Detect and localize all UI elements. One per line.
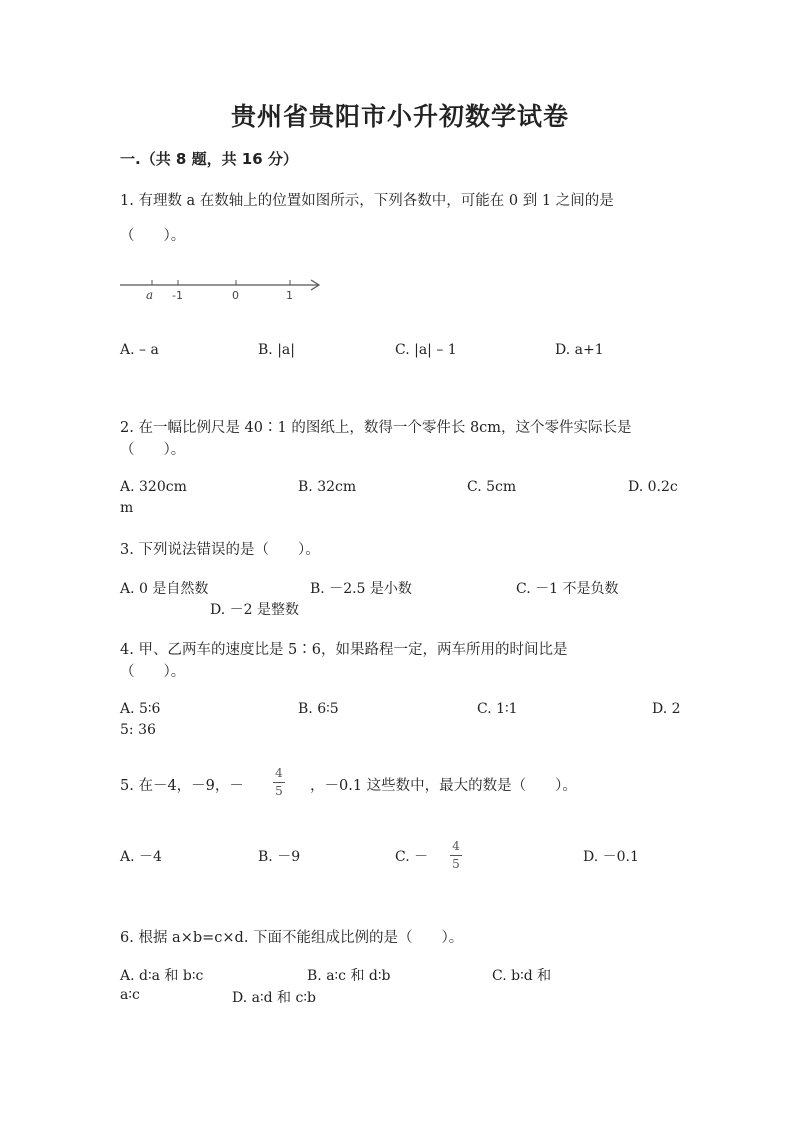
q5-fraction-bar [273, 782, 285, 783]
q5-option-c-numerator: 4 [452, 839, 460, 853]
question-1-text: 1. 有理数 a 在数轴上的位置如图所示，下列各数中，可能在 0 到 1 之间的是 [120, 193, 614, 209]
q5-option-a: A. －4 [120, 849, 162, 865]
question-4-blank: （ ）。 [120, 664, 186, 680]
q4-option-d-wrap: 5: 36 [120, 722, 156, 738]
section-heading: 一.（共 8 题，共 16 分） [120, 150, 298, 168]
q5-option-b: B. －9 [258, 849, 301, 865]
q5-option-c: C. － [395, 849, 429, 865]
q2-option-a: A. 320cm [120, 479, 187, 495]
q5-fraction [273, 767, 285, 798]
q3-option-a: A. 0 是自然数 [120, 581, 209, 597]
q5-option-c-denominator: 5 [452, 857, 460, 871]
q4-option-a: A. 5∶6 [120, 701, 161, 717]
q4-option-d: D. 2 [652, 701, 681, 717]
question-5-suffix: ，－0.1 这些数中，最大的数是（ ）。 [310, 778, 577, 794]
q6-option-d: D. a∶d 和 c∶b [232, 990, 316, 1006]
question-1-blank: （ ）。 [120, 228, 186, 244]
axis-label-zero: 0 [232, 289, 239, 302]
axis-label-minus-one: -1 [172, 289, 183, 302]
question-4-text: 4. 甲、乙两车的速度比是 5∶6，如果路程一定，两车所用的时间比是 [120, 642, 568, 658]
q5-option-c-fraction [450, 840, 462, 871]
q6-option-c: C. b∶d 和 [492, 968, 552, 984]
question-6-text: 6. 根据 a×b=c×d. 下面不能组成比例的是（ ）。 [120, 930, 464, 946]
q2-option-d-wrap: m [120, 500, 134, 516]
q5-fraction-numerator: 4 [275, 766, 283, 780]
q1-option-a: A. – a [120, 342, 159, 358]
q2-option-c: C. 5cm [467, 479, 517, 495]
number-line-figure [118, 272, 328, 306]
q5-option-d: D. －0.1 [583, 849, 639, 865]
question-2-blank: （ ）。 [120, 442, 186, 458]
q6-option-a: A. d∶a 和 b∶c [120, 968, 204, 984]
question-2-text: 2. 在一幅比例尺是 40∶1 的图纸上，数得一个零件长 8cm，这个零件实际长是 [120, 420, 632, 436]
question-3-text: 3. 下列说法错误的是（ ）。 [120, 542, 320, 558]
q1-option-c: C. |a| – 1 [395, 342, 457, 358]
axis-label-one: 1 [286, 289, 293, 302]
q6-option-c-wrap: a∶c [120, 987, 140, 1003]
q6-option-b: B. a∶c 和 d∶b [307, 968, 391, 984]
q3-option-d: D. －2 是整数 [210, 602, 299, 618]
axis-label-a: a [146, 288, 154, 302]
q2-option-b: B. 32cm [298, 479, 357, 495]
q3-option-c: C. －1 不是负数 [516, 581, 619, 597]
q1-option-b: B. |a| [258, 342, 295, 358]
q5-fraction-denominator: 5 [275, 784, 283, 798]
q3-option-b: B. －2.5 是小数 [310, 581, 412, 597]
q1-option-d: D. a+1 [555, 342, 604, 358]
page-title: 贵州省贵阳市小升初数学试卷 [230, 102, 569, 131]
q4-option-c: C. 1∶1 [477, 701, 518, 717]
q4-option-b: B. 6∶5 [298, 701, 339, 717]
q2-option-d: D. 0.2c [628, 479, 678, 495]
q5-option-c-bar [450, 855, 462, 856]
question-5-prefix: 5. 在－4，－9，－ [120, 778, 244, 794]
